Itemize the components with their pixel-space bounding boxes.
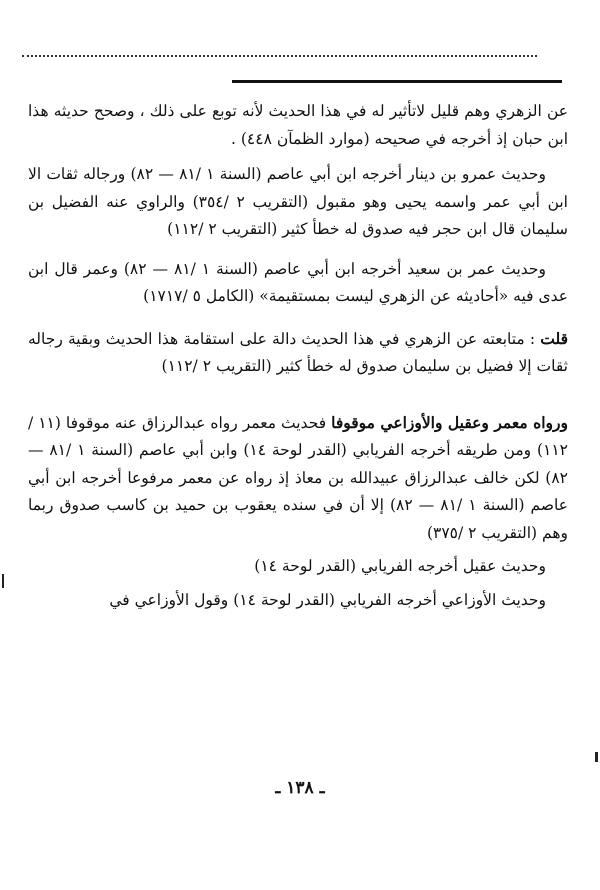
- paragraph-mawquf-narrations: [28, 409, 568, 548]
- paragraph-amr-ibn-dinar: [28, 161, 568, 244]
- scan-mark-right: [595, 752, 598, 762]
- paragraph-text: وحديث عقيل أخرجه الفريابي (القدر لوحة ١٤): [254, 557, 546, 575]
- paragraph-qultu-comment: [28, 325, 568, 381]
- header-heavy-rule: [232, 80, 562, 83]
- header-dotted-rule: [22, 55, 537, 57]
- paragraph-text: عن الزهري وهم قليل لاتأثير له في هذا الحديث لأنه توبع على ذلك ، وصحح حديثه هذا ابن حبان إذ أخرجه في صحيحه (موارد الظمآن ٤٤٨) .: [28, 102, 568, 148]
- paragraph-text: وحديث الأوزاعي أخرجه الفريابي (القدر لوحة ١٤) وقول الأوزاعي في: [109, 590, 546, 609]
- paragraph-umar-ibn-said: [28, 256, 568, 311]
- paragraph-awzai: [28, 587, 568, 615]
- paragraph-lead: ورواه معمر وعقيل والأوزاعي موقوفا: [331, 412, 568, 432]
- paragraph-text: وحديث عمرو بن دينار أخرجه ابن أبي عاصم (السنة ١ /٨١ — ٨٢) ورجاله ثقات الا ابن أبي عمر واسمه يحيى وهو مقبول (التقريب ٢ /٣٥٤) والراوي عنه الفضيل بن سليمان قال ابن حجر فيه صدوق له خطأ كثير (التقريب ٢ /١١٢): [28, 165, 568, 238]
- paragraph-zuhri-note: [28, 98, 568, 153]
- scan-mark-left: [2, 574, 4, 588]
- paragraph-text: : متابعته عن الزهري في هذا الحديث دالة على استقامة هذا الحديث وبقية رجاله ثقات إلا فضيل بن سليمان صدوق له خطأ كثير (التقريب ٢ /١١٢): [28, 329, 568, 375]
- paragraph-text: وحديث عمر بن سعيد أخرجه ابن أبي عاصم (السنة ١ /٨١ — ٨٢) وعمر قال ابن عدى فيه «أحاديثه عن الزهري ليست بمستقيمة» (الكامل ٥ /١٧١٧): [28, 259, 568, 305]
- page-number: ـ ١٣٨ ـ: [275, 778, 325, 798]
- page-body: [28, 98, 568, 614]
- paragraph-uqayl: [28, 553, 568, 581]
- paragraph-lead: قلت: [540, 328, 568, 348]
- paragraph-text: فحديث معمر رواه عبدالرزاق عنه موقوفا (١١ /١١٢) ومن طريقه أخرجه الفريابي (القدر لوحة ١٤) وابن أبي عاصم (السنة ١ /٨١ — ٨٢) لكن خالف عبدالرزاق عبيدالله بن معاذ إذ رواه عن معمر مرفوعا أخرجه ابن أبي عاصم (السنة ١ /٨١ — ٨٢) إلا أن في سنده يعقوب بن حميد بن كاسب صدوق ربما وهم (التقريب ٢ /٣٧٥): [28, 413, 568, 542]
